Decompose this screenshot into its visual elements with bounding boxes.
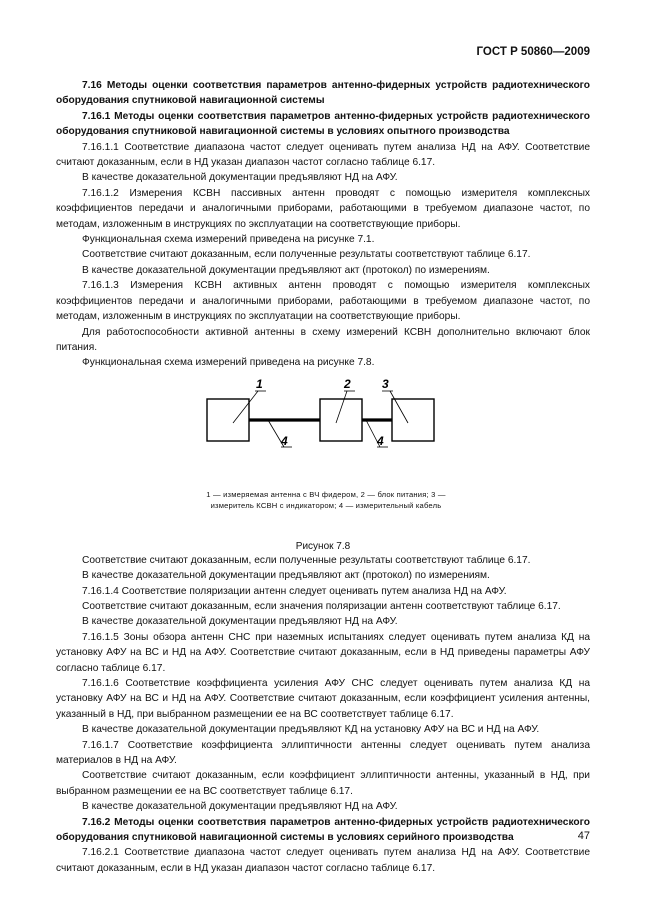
label-4b: 4 xyxy=(377,433,384,448)
figure-caption: 1 — измеряемая антенна с ВЧ фидером, 2 — блок питания; 3 — измеритель КСВН с индикатором; 4 — измерительный кабель xyxy=(206,489,446,510)
paragraph: Функциональная схема измерений приведена на рисунке 7.8. xyxy=(82,357,375,369)
paragraph: В качестве доказательной документации предъявляют НД на АФУ. xyxy=(82,616,398,628)
label-3: 3 xyxy=(382,376,389,391)
paragraph: В качестве доказательной документации предъявляют КД на установку АФУ на ВС и НД на АФУ. xyxy=(82,724,540,736)
paragraph: 7.16.1.7 Соответствие коэффициента эллиптичности антенны следует оценивать путем анализа материалов в НД на АФУ. xyxy=(56,739,590,766)
page-content xyxy=(56,78,590,876)
leader-1 xyxy=(233,391,258,423)
paragraph: Для работоспособности активной антенны в схему измерений КСВН дополнительно включают блок питания. xyxy=(56,326,590,353)
leader-2 xyxy=(336,391,347,423)
paragraph: Соответствие считают доказанным, если полученные результаты соответствуют таблице 6.17. xyxy=(82,554,531,566)
paragraph: 7.16.2 Методы оценки соответствия параметров антенно-фидерных устройств радиотехнического оборудования спутниковой навигационной системы в условиях серийного производства xyxy=(56,816,590,844)
label-4a: 4 xyxy=(281,433,288,448)
paragraph: Соответствие считают доказанным, если коэффициент эллиптичности антенны, указанный в НД, при выбранном размещении ее на ВС соответствует таблице 6.17. xyxy=(56,770,590,797)
paragraph: В качестве доказательной документации предъявляют НД на АФУ. xyxy=(82,172,398,184)
paragraph: Соответствие считают доказанным, если полученные результаты соответствуют таблице 6.17. xyxy=(82,249,531,261)
paragraph: 7.16.1.2 Измерения КСВН пассивных антенн проводят с помощью измерителя комплексных коэффициентов передачи и аналогичными приборами, работающими в требуемом диапазоне частот, по методам, изложенным в инструкциях по эксплуатации на соответствующие приборы. xyxy=(56,187,590,230)
paragraph: 7.16.1.1 Соответствие диапазона частот следует оценивать путем анализа НД на АФУ. Соответствие считают доказанным, если в НД указан диапазон частот согласно таблице 6.17. xyxy=(56,141,590,169)
page-number: 47 xyxy=(577,830,590,842)
paragraph: 7.16.2.1 Соответствие диапазона частот следует оценивать путем анализа НД на АФУ. Соответствие считают доказанным, если в НД указан диапазон частот согласно таблице 6.17. xyxy=(56,847,590,874)
paragraph: Функциональная схема измерений приведена на рисунке 7.1. xyxy=(82,234,375,246)
text-after-figure xyxy=(56,553,590,877)
paragraph: В качестве доказательной документации предъявляют НД на АФУ. xyxy=(82,801,398,813)
paragraph: 7.16.1.6 Соответствие коэффициента усиления АФУ СНС следует оценивать путем анализа КД на установку АФУ на ВС и НД на АФУ. Соответствие считают доказанным, если коэффициент усиления антенны, указанный в НД, при выбранном размещении ее на ВС соответствует таблице 6.17. xyxy=(56,677,590,720)
label-2: 2 xyxy=(344,376,351,391)
box-antenna xyxy=(207,399,249,441)
figure-title: Рисунок 7.8 xyxy=(295,540,351,552)
paragraph: 7.16.1.3 Измерения КСВН активных антенн проводят с помощью измерителя комплексных коэффициентов передачи и аналогичными приборами, работающими в требуемом диапазоне частот, по методам, изложенным в инструкциях по эксплуатации на соответствующие приборы. xyxy=(56,280,590,323)
paragraph: 7.16 Методы оценки соответствия параметров антенно-фидерных устройств радиотехнического оборудования спутниковой навигационной системы xyxy=(56,80,590,107)
label-1: 1 xyxy=(256,376,263,391)
text-before-figure xyxy=(56,78,590,371)
paragraph: Соответствие считают доказанным, если значения поляризации антенн соответствуют таблице 6.17. xyxy=(82,600,561,612)
box-power-unit xyxy=(320,399,362,441)
paragraph: 7.16.1.4 Соответствие поляризации антенн следует оценивать путем анализа НД на АФУ. xyxy=(82,585,507,597)
paragraph: В качестве доказательной документации предъявляют акт (протокол) по измерениям. xyxy=(82,570,490,582)
paragraph: 7.16.1.5 Зоны обзора антенн СНС при наземных испытаниях следует оценивать путем анализа КД на установку АФУ на ВС и НД на АФУ. Соответствие считают доказанным, если в НД приведены параметры АФУ согласно таблице 6.17. xyxy=(56,631,590,674)
figure-7-8 xyxy=(56,371,590,553)
document-header: ГОСТ Р 50860—2009 xyxy=(476,46,590,58)
leader-3 xyxy=(390,391,408,423)
paragraph: В качестве доказательной документации предъявляют акт (протокол) по измерениям. xyxy=(82,264,490,276)
paragraph: 7.16.1 Методы оценки соответствия параметров антенно-фидерных устройств радиотехнического оборудования спутниковой навигационной системы в условиях опытного производства xyxy=(56,110,590,138)
